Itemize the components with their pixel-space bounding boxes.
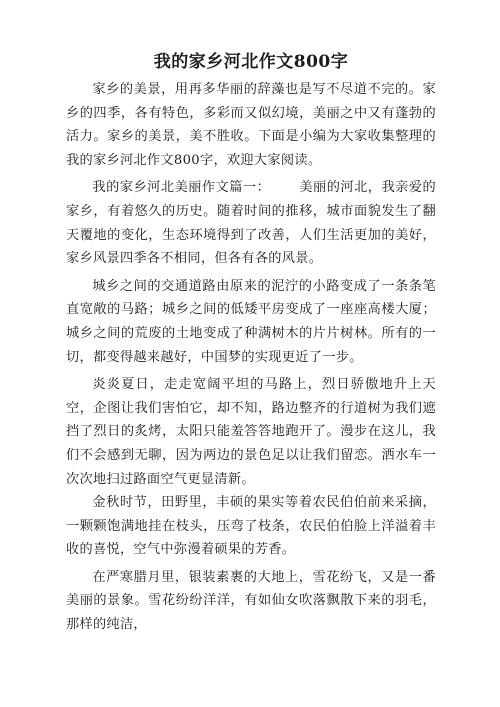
paragraph-summer: 炎炎夏日，走走宽阔平坦的马路上，烈日骄傲地升上天空，企图让我们害怕它，却不知，路边整齐的行道树为我们遮挡了烈日的炙烤，太阳只能羞答答地跑开了。漫步在这儿，我们不会感到无聊，因为两边的景色足以让我们留恋。洒水车一次次地扫过路面空气更显清新。: [66, 377, 436, 487]
essay-first-paragraph: [66, 176, 436, 270]
paragraph-winter: 在严寒腊月里，银装素裹的大地上，雪花纷飞，又是一番美丽的景象。雪花纷纷洋洋，有如仙女吹落飘散下来的羽毛，那样的纯洁，: [66, 569, 436, 633]
document-title: 我的家乡河北作文800字: [153, 52, 349, 72]
essay-heading: 我的家乡河北美丽作文篇一：: [92, 180, 271, 196]
paragraph-roads: 城乡之间的交通道路由原来的泥泞的小路变成了一条条笔直宽敞的马路；城乡之间的低矮平房变成了一座座高楼大厦；城乡之间的荒废的土地变成了种满树木的片片树林。所有的一切，都变得越来越好，中国梦的实现更近了一步。: [66, 278, 436, 365]
paragraph-autumn: 金秋时节，田野里，丰硕的果实等着农民伯伯前来采摘，一颗颗饱满地挂在枝头，压弯了枝条，农民伯伯脸上洋溢着丰收的喜悦，空气中弥漫着硕果的芳香。: [66, 495, 436, 558]
intro-paragraph: 家乡的美景，用再多华丽的辞藻也是写不尽道不完的。家乡的四季，各有特色，多彩而又似幻境，美丽之中又有蓬勃的活力。家乡的美景，美不胜收。下面是小编为大家收集整理的我的家乡河北作文800字，欢迎大家阅读。: [66, 82, 436, 168]
essay-first-paragraph-text: 美丽的河北，我亲爱的家乡，有着悠久的历史。随着时间的推移，城市面貌发生了翻天覆地的变化，生态环境得到了改善，人们生活更加的美好，家乡风景四季各不相同，但各有各的风景。: [66, 180, 437, 267]
